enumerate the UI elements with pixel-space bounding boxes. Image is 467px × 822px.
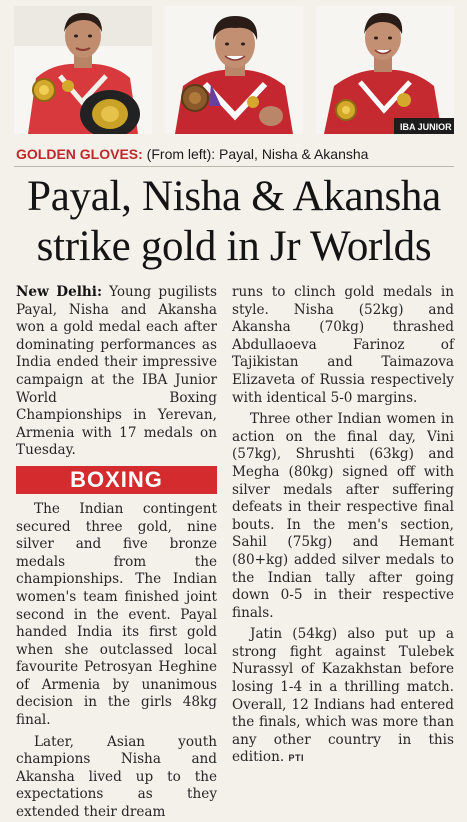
gold-medal-icon	[182, 85, 208, 111]
article-column-1	[16, 284, 217, 822]
dateline: New Delhi:	[16, 284, 102, 300]
wire-credit: PTI	[288, 753, 305, 764]
gold-medal-icon	[336, 100, 356, 120]
caption-label: GOLDEN GLOVES:	[16, 146, 143, 162]
article-paragraph-3a: Later, Asian youth champions Nisha and Akansha lived up to the expectations as they extended their dream	[16, 733, 217, 821]
section-banner: BOXING	[16, 466, 217, 494]
gold-medal-icon	[33, 79, 55, 101]
article-paragraph-1	[16, 284, 217, 460]
headline	[14, 172, 454, 272]
photo-strip	[14, 6, 454, 134]
photo-akansha	[316, 6, 454, 134]
article-paragraph-3b: runs to clinch gold medals in style. Nisha (52kg) and Akansha (70kg) thrashed Abdullaoeva Farinoz of Tajikistan and Taimazova Elizaveta of Russia respectively with identical 5-0 margins.	[232, 284, 454, 406]
caption-divider	[14, 166, 454, 167]
article-column-2	[232, 284, 454, 768]
photo-nisha	[165, 6, 303, 134]
svg-text:IBA JUNIOR: IBA JUNIOR	[400, 122, 452, 132]
closing-text: Jatin (54kg) also put up a strong fight against Tulebek Nurassyl of Kazakhstan before losing 1-4 in a thrilling match. Overall, 12 Indians had entered the finals, which was more than any other country in this edition.	[232, 626, 454, 766]
caption-text: (From left): Payal, Nisha & Akansha	[142, 146, 369, 162]
headline-line-2: strike gold in Jr Worlds	[36, 223, 432, 270]
photo-caption	[16, 145, 456, 163]
article-paragraph-2: The Indian contingent secured three gold, nine silver and five bronze medals from the championships. The Indian women's team finished joint second in the event. Payal handed India its first gold when she outclassed local favourite Petrosyan Heghine of Armenia by unanimous decision in the girls 48kg final.	[16, 500, 217, 729]
photo-payal	[14, 6, 152, 134]
article-paragraph-5	[232, 626, 454, 768]
headline-line-1: Payal, Nisha & Akansha	[27, 173, 441, 220]
lead-text: Young pugilists Payal, Nisha and Akansha won a gold medal each after dominating performances as India ended their impressive campaign at the IBA Junior World Boxing Championships in Yerevan, Armenia with 17 medals on Tuesday.	[16, 284, 217, 459]
article-paragraph-4: Three other Indian women in action on the final day, Vini (57kg), Shrushti (63kg) and Megha (80kg) signed off with silver medals after suffering defeats in their respective final bouts. In the men's section, Sahil (75kg) and Hemant (80+kg) added silver medals to the Indian tally after going down 0-5 in their respective finals.	[232, 411, 454, 621]
